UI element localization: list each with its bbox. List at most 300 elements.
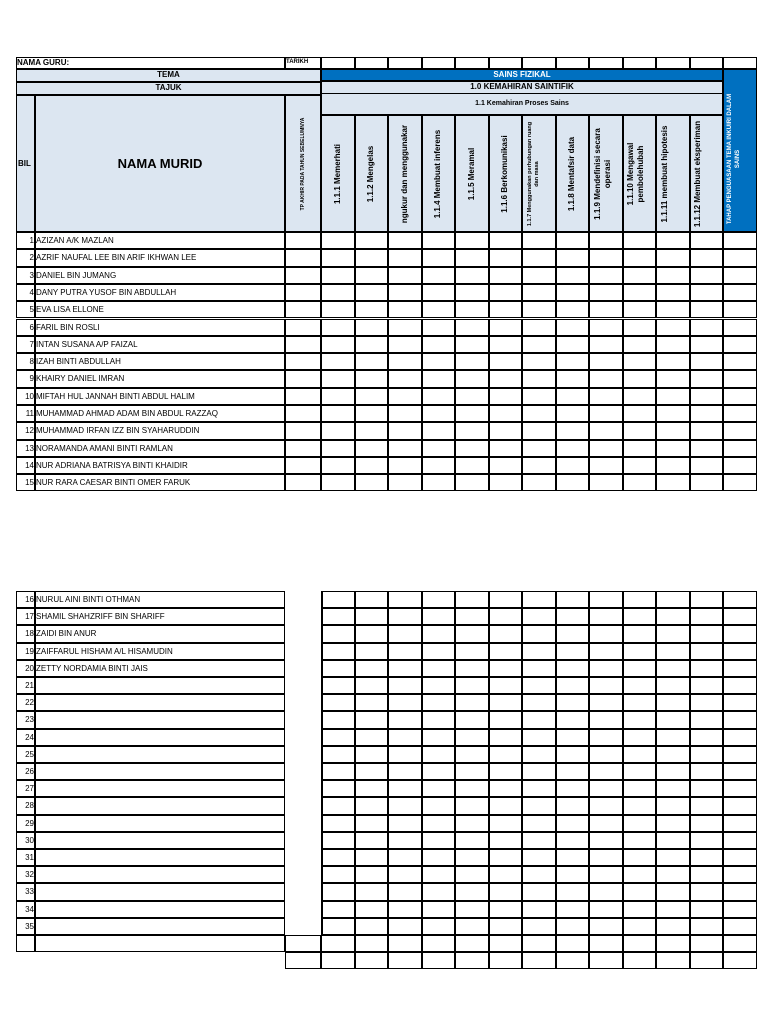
score-cell[interactable] <box>723 388 757 405</box>
score-cell[interactable] <box>522 336 556 353</box>
score-cell[interactable] <box>723 763 757 780</box>
score-cell[interactable] <box>556 711 590 728</box>
score-cell[interactable] <box>690 284 724 301</box>
score-cell[interactable] <box>355 336 389 353</box>
score-cell[interactable] <box>455 952 489 969</box>
score-cell[interactable] <box>690 388 724 405</box>
score-cell[interactable] <box>656 388 690 405</box>
score-cell[interactable] <box>656 608 690 625</box>
score-cell[interactable] <box>422 336 456 353</box>
score-cell[interactable] <box>723 370 757 387</box>
score-cell[interactable] <box>690 677 724 694</box>
score-cell[interactable] <box>656 474 690 491</box>
score-cell[interactable] <box>556 643 590 660</box>
score-cell[interactable] <box>589 832 623 849</box>
score-cell[interactable] <box>388 746 422 763</box>
score-cell[interactable] <box>422 694 456 711</box>
score-cell[interactable] <box>388 608 422 625</box>
score-cell[interactable] <box>388 901 422 918</box>
score-cell[interactable] <box>690 694 724 711</box>
score-cell[interactable] <box>723 457 757 474</box>
score-cell[interactable] <box>623 660 657 677</box>
score-cell[interactable] <box>723 849 757 866</box>
score-cell[interactable] <box>556 370 590 387</box>
score-cell[interactable] <box>623 780 657 797</box>
score-cell[interactable] <box>455 591 489 608</box>
score-cell[interactable] <box>723 405 757 422</box>
score-cell[interactable] <box>455 901 489 918</box>
score-cell[interactable] <box>355 267 389 284</box>
score-cell[interactable] <box>422 422 456 439</box>
score-cell[interactable] <box>321 625 355 642</box>
score-cell[interactable] <box>321 422 355 439</box>
tp-cell[interactable] <box>285 457 321 474</box>
score-cell[interactable] <box>723 815 757 832</box>
score-cell[interactable] <box>623 370 657 387</box>
tp-cell[interactable] <box>285 440 321 457</box>
score-cell[interactable] <box>723 711 757 728</box>
score-cell[interactable] <box>321 232 355 249</box>
score-cell[interactable] <box>656 353 690 370</box>
score-cell[interactable] <box>489 883 523 900</box>
score-cell[interactable] <box>623 405 657 422</box>
score-cell[interactable] <box>723 353 757 370</box>
score-cell[interactable] <box>422 797 456 814</box>
score-cell[interactable] <box>388 336 422 353</box>
score-cell[interactable] <box>723 643 757 660</box>
score-cell[interactable] <box>388 388 422 405</box>
score-cell[interactable] <box>723 422 757 439</box>
score-cell[interactable] <box>556 918 590 935</box>
score-cell[interactable] <box>321 780 355 797</box>
score-cell[interactable] <box>522 440 556 457</box>
score-cell[interactable] <box>556 474 590 491</box>
score-cell[interactable] <box>589 763 623 780</box>
score-cell[interactable] <box>355 935 389 952</box>
score-cell[interactable] <box>723 625 757 642</box>
score-cell[interactable] <box>489 711 523 728</box>
score-cell[interactable] <box>355 711 389 728</box>
score-cell[interactable] <box>355 370 389 387</box>
score-cell[interactable] <box>489 832 523 849</box>
score-cell[interactable] <box>522 591 556 608</box>
date-cell[interactable] <box>522 57 556 69</box>
score-cell[interactable] <box>489 457 523 474</box>
score-cell[interactable] <box>422 918 456 935</box>
score-cell[interactable] <box>656 677 690 694</box>
score-cell[interactable] <box>589 694 623 711</box>
score-cell[interactable] <box>388 935 422 952</box>
score-cell[interactable] <box>388 780 422 797</box>
score-cell[interactable] <box>556 457 590 474</box>
score-cell[interactable] <box>422 353 456 370</box>
score-cell[interactable] <box>422 729 456 746</box>
score-cell[interactable] <box>321 440 355 457</box>
score-cell[interactable] <box>589 918 623 935</box>
score-cell[interactable] <box>489 249 523 266</box>
score-cell[interactable] <box>355 763 389 780</box>
score-cell[interactable] <box>388 353 422 370</box>
score-cell[interactable] <box>455 935 489 952</box>
score-cell[interactable] <box>589 440 623 457</box>
score-cell[interactable] <box>489 370 523 387</box>
score-cell[interactable] <box>489 729 523 746</box>
score-cell[interactable] <box>589 901 623 918</box>
score-cell[interactable] <box>656 660 690 677</box>
score-cell[interactable] <box>455 797 489 814</box>
score-cell[interactable] <box>355 625 389 642</box>
score-cell[interactable] <box>489 440 523 457</box>
score-cell[interactable] <box>690 780 724 797</box>
score-cell[interactable] <box>321 353 355 370</box>
score-cell[interactable] <box>522 883 556 900</box>
score-cell[interactable] <box>522 405 556 422</box>
score-cell[interactable] <box>656 797 690 814</box>
score-cell[interactable] <box>589 370 623 387</box>
score-cell[interactable] <box>589 935 623 952</box>
score-cell[interactable] <box>656 815 690 832</box>
score-cell[interactable] <box>656 883 690 900</box>
score-cell[interactable] <box>723 729 757 746</box>
score-cell[interactable] <box>556 405 590 422</box>
score-cell[interactable] <box>690 249 724 266</box>
score-cell[interactable] <box>690 474 724 491</box>
score-cell[interactable] <box>656 457 690 474</box>
score-cell[interactable] <box>589 284 623 301</box>
score-cell[interactable] <box>355 952 389 969</box>
score-cell[interactable] <box>690 353 724 370</box>
score-cell[interactable] <box>422 267 456 284</box>
score-cell[interactable] <box>489 319 523 336</box>
score-cell[interactable] <box>623 866 657 883</box>
tp-cell[interactable] <box>285 474 321 491</box>
score-cell[interactable] <box>355 660 389 677</box>
score-cell[interactable] <box>656 746 690 763</box>
date-cell[interactable] <box>556 57 590 69</box>
score-cell[interactable] <box>656 643 690 660</box>
score-cell[interactable] <box>355 319 389 336</box>
score-cell[interactable] <box>556 319 590 336</box>
score-cell[interactable] <box>489 815 523 832</box>
score-cell[interactable] <box>723 267 757 284</box>
score-cell[interactable] <box>455 832 489 849</box>
score-cell[interactable] <box>656 935 690 952</box>
tp-cell[interactable] <box>285 935 321 952</box>
score-cell[interactable] <box>522 457 556 474</box>
score-cell[interactable] <box>455 457 489 474</box>
score-cell[interactable] <box>690 918 724 935</box>
score-cell[interactable] <box>656 711 690 728</box>
tp-cell[interactable] <box>285 388 321 405</box>
score-cell[interactable] <box>556 694 590 711</box>
score-cell[interactable] <box>656 832 690 849</box>
score-cell[interactable] <box>723 660 757 677</box>
tp-cell[interactable] <box>285 353 321 370</box>
score-cell[interactable] <box>321 474 355 491</box>
score-cell[interactable] <box>388 763 422 780</box>
score-cell[interactable] <box>589 849 623 866</box>
score-cell[interactable] <box>723 797 757 814</box>
score-cell[interactable] <box>455 643 489 660</box>
score-cell[interactable] <box>690 952 724 969</box>
score-cell[interactable] <box>690 608 724 625</box>
score-cell[interactable] <box>422 643 456 660</box>
score-cell[interactable] <box>589 711 623 728</box>
score-cell[interactable] <box>656 422 690 439</box>
score-cell[interactable] <box>489 763 523 780</box>
score-cell[interactable] <box>355 249 389 266</box>
score-cell[interactable] <box>388 232 422 249</box>
score-cell[interactable] <box>422 763 456 780</box>
score-cell[interactable] <box>589 422 623 439</box>
score-cell[interactable] <box>723 232 757 249</box>
score-cell[interactable] <box>522 319 556 336</box>
date-cell[interactable] <box>690 57 724 69</box>
score-cell[interactable] <box>589 625 623 642</box>
score-cell[interactable] <box>556 660 590 677</box>
score-cell[interactable] <box>723 249 757 266</box>
date-cell[interactable] <box>321 57 355 69</box>
score-cell[interactable] <box>321 591 355 608</box>
score-cell[interactable] <box>355 353 389 370</box>
score-cell[interactable] <box>723 746 757 763</box>
score-cell[interactable] <box>623 474 657 491</box>
score-cell[interactable] <box>321 901 355 918</box>
score-cell[interactable] <box>589 232 623 249</box>
score-cell[interactable] <box>589 883 623 900</box>
score-cell[interactable] <box>388 711 422 728</box>
date-cell[interactable] <box>422 57 456 69</box>
score-cell[interactable] <box>388 591 422 608</box>
score-cell[interactable] <box>556 608 590 625</box>
score-cell[interactable] <box>690 832 724 849</box>
score-cell[interactable] <box>589 746 623 763</box>
score-cell[interactable] <box>489 677 523 694</box>
score-cell[interactable] <box>422 815 456 832</box>
score-cell[interactable] <box>623 457 657 474</box>
score-cell[interactable] <box>556 952 590 969</box>
score-cell[interactable] <box>623 440 657 457</box>
score-cell[interactable] <box>522 849 556 866</box>
score-cell[interactable] <box>321 694 355 711</box>
score-cell[interactable] <box>690 422 724 439</box>
date-cell[interactable] <box>455 57 489 69</box>
score-cell[interactable] <box>656 232 690 249</box>
score-cell[interactable] <box>690 643 724 660</box>
score-cell[interactable] <box>489 797 523 814</box>
score-cell[interactable] <box>623 883 657 900</box>
score-cell[interactable] <box>623 797 657 814</box>
score-cell[interactable] <box>388 883 422 900</box>
score-cell[interactable] <box>589 267 623 284</box>
score-cell[interactable] <box>522 370 556 387</box>
score-cell[interactable] <box>656 901 690 918</box>
score-cell[interactable] <box>321 849 355 866</box>
score-cell[interactable] <box>623 677 657 694</box>
score-cell[interactable] <box>623 746 657 763</box>
score-cell[interactable] <box>455 694 489 711</box>
tp-cell[interactable] <box>285 422 321 439</box>
score-cell[interactable] <box>455 422 489 439</box>
score-cell[interactable] <box>556 353 590 370</box>
score-cell[interactable] <box>355 422 389 439</box>
score-cell[interactable] <box>321 677 355 694</box>
score-cell[interactable] <box>589 336 623 353</box>
score-cell[interactable] <box>589 457 623 474</box>
score-cell[interactable] <box>656 591 690 608</box>
score-cell[interactable] <box>388 815 422 832</box>
score-cell[interactable] <box>656 301 690 318</box>
tp-cell[interactable] <box>285 336 321 353</box>
score-cell[interactable] <box>455 388 489 405</box>
tp-cell[interactable] <box>285 284 321 301</box>
score-cell[interactable] <box>723 474 757 491</box>
score-cell[interactable] <box>388 625 422 642</box>
score-cell[interactable] <box>489 625 523 642</box>
score-cell[interactable] <box>321 608 355 625</box>
score-cell[interactable] <box>321 746 355 763</box>
score-cell[interactable] <box>321 336 355 353</box>
score-cell[interactable] <box>489 643 523 660</box>
score-cell[interactable] <box>522 918 556 935</box>
score-cell[interactable] <box>321 457 355 474</box>
score-cell[interactable] <box>522 729 556 746</box>
score-cell[interactable] <box>388 832 422 849</box>
score-cell[interactable] <box>723 780 757 797</box>
tp-cell[interactable] <box>285 405 321 422</box>
score-cell[interactable] <box>723 440 757 457</box>
score-cell[interactable] <box>522 643 556 660</box>
score-cell[interactable] <box>556 422 590 439</box>
score-cell[interactable] <box>388 694 422 711</box>
score-cell[interactable] <box>489 353 523 370</box>
score-cell[interactable] <box>489 232 523 249</box>
score-cell[interactable] <box>723 301 757 318</box>
score-cell[interactable] <box>455 284 489 301</box>
score-cell[interactable] <box>522 625 556 642</box>
score-cell[interactable] <box>455 866 489 883</box>
score-cell[interactable] <box>388 249 422 266</box>
score-cell[interactable] <box>623 388 657 405</box>
score-cell[interactable] <box>556 746 590 763</box>
score-cell[interactable] <box>455 660 489 677</box>
score-cell[interactable] <box>422 591 456 608</box>
score-cell[interactable] <box>589 301 623 318</box>
score-cell[interactable] <box>422 901 456 918</box>
score-cell[interactable] <box>623 301 657 318</box>
score-cell[interactable] <box>556 780 590 797</box>
tp-cell[interactable] <box>285 319 321 336</box>
score-cell[interactable] <box>388 866 422 883</box>
score-cell[interactable] <box>656 866 690 883</box>
score-cell[interactable] <box>623 711 657 728</box>
score-cell[interactable] <box>522 780 556 797</box>
score-cell[interactable] <box>422 625 456 642</box>
score-cell[interactable] <box>623 901 657 918</box>
score-cell[interactable] <box>556 336 590 353</box>
score-cell[interactable] <box>489 474 523 491</box>
score-cell[interactable] <box>690 729 724 746</box>
score-cell[interactable] <box>623 918 657 935</box>
score-cell[interactable] <box>690 883 724 900</box>
score-cell[interactable] <box>589 952 623 969</box>
score-cell[interactable] <box>723 591 757 608</box>
score-cell[interactable] <box>690 866 724 883</box>
score-cell[interactable] <box>455 780 489 797</box>
score-cell[interactable] <box>422 440 456 457</box>
score-cell[interactable] <box>489 780 523 797</box>
score-cell[interactable] <box>355 832 389 849</box>
score-cell[interactable] <box>556 591 590 608</box>
score-cell[interactable] <box>422 711 456 728</box>
score-cell[interactable] <box>623 336 657 353</box>
score-cell[interactable] <box>522 388 556 405</box>
score-cell[interactable] <box>455 474 489 491</box>
score-cell[interactable] <box>489 336 523 353</box>
score-cell[interactable] <box>489 591 523 608</box>
score-cell[interactable] <box>623 422 657 439</box>
score-cell[interactable] <box>321 952 355 969</box>
score-cell[interactable] <box>422 370 456 387</box>
score-cell[interactable] <box>355 866 389 883</box>
score-cell[interactable] <box>690 746 724 763</box>
score-cell[interactable] <box>321 729 355 746</box>
date-cell[interactable] <box>388 57 422 69</box>
score-cell[interactable] <box>455 232 489 249</box>
score-cell[interactable] <box>723 935 757 952</box>
score-cell[interactable] <box>522 763 556 780</box>
score-cell[interactable] <box>489 918 523 935</box>
score-cell[interactable] <box>422 677 456 694</box>
score-cell[interactable] <box>556 935 590 952</box>
tp-cell[interactable] <box>285 232 321 249</box>
score-cell[interactable] <box>422 780 456 797</box>
score-cell[interactable] <box>556 883 590 900</box>
score-cell[interactable] <box>489 660 523 677</box>
score-cell[interactable] <box>388 849 422 866</box>
score-cell[interactable] <box>455 353 489 370</box>
score-cell[interactable] <box>522 694 556 711</box>
score-cell[interactable] <box>422 457 456 474</box>
score-cell[interactable] <box>422 883 456 900</box>
score-cell[interactable] <box>690 457 724 474</box>
score-cell[interactable] <box>455 711 489 728</box>
score-cell[interactable] <box>522 474 556 491</box>
score-cell[interactable] <box>690 849 724 866</box>
score-cell[interactable] <box>723 608 757 625</box>
score-cell[interactable] <box>589 729 623 746</box>
score-cell[interactable] <box>623 952 657 969</box>
score-cell[interactable] <box>589 866 623 883</box>
score-cell[interactable] <box>690 591 724 608</box>
score-cell[interactable] <box>589 660 623 677</box>
score-cell[interactable] <box>455 746 489 763</box>
score-cell[interactable] <box>690 301 724 318</box>
score-cell[interactable] <box>321 797 355 814</box>
score-cell[interactable] <box>556 763 590 780</box>
score-cell[interactable] <box>489 952 523 969</box>
score-cell[interactable] <box>321 249 355 266</box>
score-cell[interactable] <box>623 267 657 284</box>
score-cell[interactable] <box>388 918 422 935</box>
score-cell[interactable] <box>321 643 355 660</box>
tp-cell[interactable] <box>285 952 321 969</box>
score-cell[interactable] <box>321 883 355 900</box>
score-cell[interactable] <box>623 643 657 660</box>
score-cell[interactable] <box>623 849 657 866</box>
score-cell[interactable] <box>723 832 757 849</box>
score-cell[interactable] <box>522 249 556 266</box>
